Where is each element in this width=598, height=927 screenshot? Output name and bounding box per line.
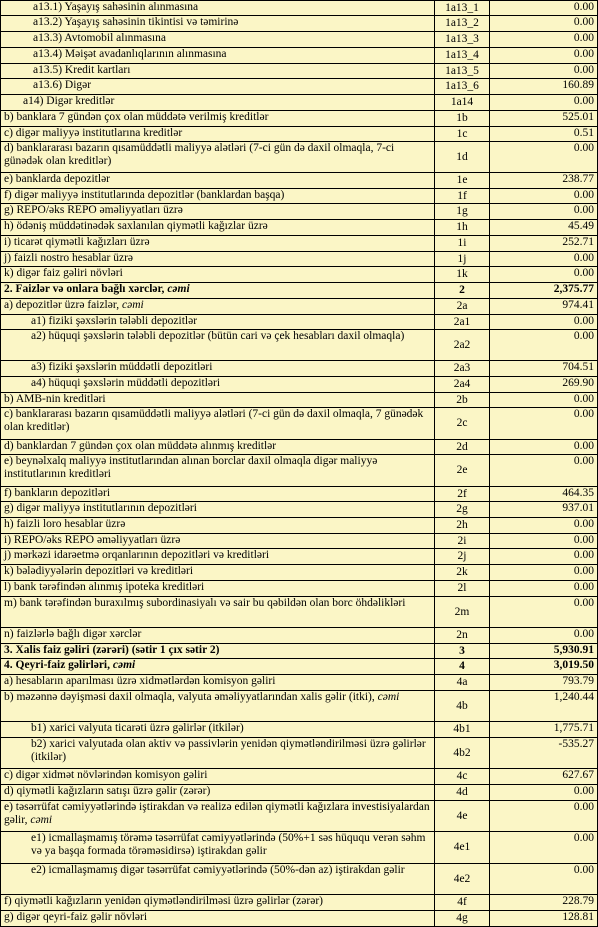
row-label-text: a13.1) Yaşayış sahəsinin alınmasına	[33, 1, 199, 13]
row-value: 3,019.50	[490, 659, 598, 675]
row-label-text: e) təsərrüfat cəmiyyətlərində iştirakdan və realizə edilən qiymətli kağızlara investisiyalardan gəlir,	[4, 801, 430, 826]
row-label	[1, 597, 435, 628]
row-value: 793.79	[490, 675, 598, 691]
table-row	[1, 832, 598, 864]
row-code: 4f	[435, 895, 490, 911]
row-label	[1, 377, 435, 393]
table-row	[1, 220, 598, 236]
row-label	[1, 142, 435, 173]
table-row	[1, 597, 598, 628]
row-code: 1a14	[435, 95, 490, 111]
row-value: 0.00	[490, 801, 598, 832]
row-label-text: c) digər maliyyə institutlarına kreditlər	[4, 127, 183, 139]
row-code: 1j	[435, 252, 490, 267]
row-code: 1a13_5	[435, 64, 490, 79]
row-value: 1,240.44	[490, 691, 598, 722]
row-label-text: d) qiymətli kağızların satışı üzrə gəlir (zərər)	[4, 785, 211, 797]
row-code: 2g	[435, 502, 490, 518]
row-code: 3	[435, 644, 490, 659]
row-label-text: a13.4) Məişət avadanlıqlarının alınmasına	[33, 48, 227, 60]
row-code: 1a13_3	[435, 32, 490, 48]
row-label-emphasis: cəmi	[377, 691, 400, 703]
row-label	[1, 581, 435, 597]
row-label-text: f) qiymətli kağızların yenidən qiymətləndirilməsi üzrə gəlirlər (zərər)	[4, 895, 323, 907]
row-code: 1a13_6	[435, 79, 490, 95]
row-value: 937.01	[490, 502, 598, 518]
table-row	[1, 455, 598, 487]
table-row	[1, 581, 598, 597]
row-label-text: 2. Faizlər və onlara bağlı xərclər,	[4, 283, 168, 295]
row-value: 0.00	[490, 330, 598, 361]
row-value: 269.90	[490, 377, 598, 393]
row-label-text: k) digər faiz gəliri növləri	[4, 267, 123, 279]
table-row	[1, 393, 598, 408]
row-code: 1g	[435, 204, 490, 220]
row-label	[1, 79, 435, 95]
table-row	[1, 204, 598, 220]
row-value: 0.00	[490, 48, 598, 64]
row-code: 2e	[435, 455, 490, 487]
row-label-text: b2) xarici valyutada olan aktiv və passivlərin yenidən qiymətləndirilməsi üzrə gəlirlər (itkilər)	[31, 738, 426, 763]
row-code: 2l	[435, 581, 490, 597]
row-code: 1h	[435, 220, 490, 236]
table-row	[1, 1, 598, 16]
row-value: 0.00	[490, 534, 598, 549]
row-code: 2i	[435, 534, 490, 549]
row-label	[1, 738, 435, 769]
row-code: 1a13_4	[435, 48, 490, 64]
row-code: 2f	[435, 487, 490, 502]
row-label	[1, 393, 435, 408]
row-label	[1, 330, 435, 361]
row-label-text: h) ödəniş müddətinədək saxlanılan qiymətli kağızlar üzrə	[4, 220, 268, 232]
row-label-text: i) ticarət qiymətli kağızları üzrə	[4, 236, 150, 248]
table-row	[1, 895, 598, 911]
row-code: 1k	[435, 267, 490, 283]
table-row	[1, 142, 598, 173]
row-code: 2a4	[435, 377, 490, 393]
row-value: 0.00	[490, 142, 598, 173]
row-code: 2m	[435, 597, 490, 628]
row-label-text: a4) hüquqi şəxslərin müddətli depozitləri	[31, 377, 221, 389]
table-row	[1, 911, 598, 927]
table-row	[1, 79, 598, 95]
row-label	[1, 801, 435, 832]
table-row	[1, 769, 598, 785]
row-label-text: a14) Digər kreditlər	[23, 95, 115, 107]
table-row	[1, 659, 598, 675]
row-code: 2a1	[435, 315, 490, 330]
row-label-text: c) banklararası bazarın qısamüddətli maliyyə alətləri (7-ci gün də daxil olmaqla, 7 günədək olan kreditlər)	[4, 408, 424, 433]
row-label-text: a2) hüquqi şəxslərin tələbli depozitlər (bütün cari və çek hesabları daxil olmaqla)	[31, 330, 405, 342]
row-label-text: b1) xarici valyuta ticarəti üzrə gəlirlər (itkilər)	[31, 722, 244, 734]
row-value: 0.00	[490, 204, 598, 220]
row-label-text: a1) fiziki şəxslərin tələbli depozitlər	[31, 315, 198, 327]
row-code: 4b2	[435, 738, 490, 769]
row-label-text: n) faizlərlə bağlı digər xərclər	[4, 628, 142, 640]
table-row	[1, 644, 598, 659]
table-row	[1, 189, 598, 204]
row-label	[1, 204, 435, 220]
row-label	[1, 111, 435, 127]
row-label	[1, 691, 435, 722]
row-value: 0.00	[490, 565, 598, 581]
table-row	[1, 315, 598, 330]
table-row	[1, 549, 598, 565]
row-label-text: f) bankların depozitləri	[4, 487, 111, 499]
row-code: 4	[435, 659, 490, 675]
row-label	[1, 832, 435, 864]
row-code: 2	[435, 283, 490, 299]
row-code: 1b	[435, 111, 490, 127]
row-label	[1, 644, 435, 659]
row-value: 0.00	[490, 189, 598, 204]
row-code: 2k	[435, 565, 490, 581]
row-value: 0.00	[490, 267, 598, 283]
row-label-text: b) AMB-nin kreditləri	[4, 393, 106, 405]
row-label	[1, 534, 435, 549]
row-value: 228.79	[490, 895, 598, 911]
row-code: 4e1	[435, 832, 490, 864]
table-row	[1, 801, 598, 832]
table-row	[1, 127, 598, 142]
row-label	[1, 236, 435, 252]
row-label	[1, 48, 435, 64]
row-code: 1d	[435, 142, 490, 173]
table-row	[1, 32, 598, 48]
row-code: 1a13_1	[435, 1, 490, 16]
row-label-text: e1) icmallaşmamış törəmə təsərrüfat cəmiyyətlərində (50%+1 səs hüququ verən səhm və ya başqa formada törəməsidirsə) iştirakdan gəlir	[31, 832, 426, 857]
row-label-text: h) faizli loro hesablar üzrə	[4, 518, 126, 530]
row-label-text: 4. Qeyri-faiz gəlirləri,	[4, 659, 113, 671]
row-code: 4d	[435, 785, 490, 801]
row-label-emphasis: cəmi	[30, 814, 53, 826]
row-code: 2d	[435, 440, 490, 455]
table-row	[1, 518, 598, 534]
row-label	[1, 127, 435, 142]
row-code: 4c	[435, 769, 490, 785]
row-label	[1, 502, 435, 518]
row-value: 0.00	[490, 864, 598, 895]
row-label-text: j) faizli nostro hesablar üzrə	[4, 252, 133, 264]
row-label-text: c) digər xidmət növlərindən komisyon gəliri	[4, 769, 208, 781]
row-code: 2a	[435, 299, 490, 315]
row-label-text: a3) fiziki şəxslərin müddətli depozitləri	[31, 361, 213, 373]
row-value: -535.27	[490, 738, 598, 769]
row-label	[1, 565, 435, 581]
row-label-text: i) REPO/əks REPO əməliyyatları üzrə	[4, 534, 181, 546]
row-label	[1, 518, 435, 534]
row-label-text: d) banklararası bazarın qısamüddətli maliyyə alətləri (7-ci gün də daxil olmaqla, 7-ci günədək olan kreditlər)	[4, 142, 395, 167]
row-value: 0.00	[490, 64, 598, 79]
row-code: 1a13_2	[435, 16, 490, 32]
row-value: 0.00	[490, 16, 598, 32]
row-value: 1,775.71	[490, 722, 598, 738]
row-label	[1, 299, 435, 315]
row-value: 0.00	[490, 549, 598, 565]
table-row	[1, 675, 598, 691]
row-code: 4a	[435, 675, 490, 691]
table-row	[1, 377, 598, 393]
row-label-text: b) banklara 7 gündən çox olan müddətə verilmiş kreditlər	[4, 111, 269, 123]
row-value: 0.00	[490, 95, 598, 111]
row-label-text: j) mərkəzi idarəetmə orqanlarının depozitləri və kreditləri	[4, 549, 270, 561]
row-label	[1, 487, 435, 502]
row-value: 0.00	[490, 252, 598, 267]
row-value: 0.00	[490, 1, 598, 16]
row-label	[1, 32, 435, 48]
table-row	[1, 864, 598, 895]
row-label	[1, 64, 435, 79]
row-code: 4e2	[435, 864, 490, 895]
row-code: 1c	[435, 127, 490, 142]
row-label	[1, 252, 435, 267]
row-code: 4e	[435, 801, 490, 832]
row-code: 1f	[435, 189, 490, 204]
table-row	[1, 785, 598, 801]
row-value: 974.41	[490, 299, 598, 315]
row-label	[1, 911, 435, 927]
row-label-text: a) hesabların aparılması üzrə xidmətlərdən komisyon gəliri	[4, 675, 276, 687]
table-row	[1, 95, 598, 111]
table-body	[1, 1, 598, 927]
row-label	[1, 267, 435, 283]
row-label-emphasis: cəmi	[167, 283, 190, 295]
table-row	[1, 534, 598, 549]
row-value: 0.00	[490, 32, 598, 48]
row-value: 0.00	[490, 408, 598, 440]
table-row	[1, 330, 598, 361]
row-label	[1, 549, 435, 565]
row-value: 627.67	[490, 769, 598, 785]
row-label	[1, 895, 435, 911]
table-row	[1, 361, 598, 377]
row-value: 0.00	[490, 628, 598, 644]
table-row	[1, 267, 598, 283]
row-value: 2,375.77	[490, 283, 598, 299]
row-label	[1, 315, 435, 330]
row-code: 2h	[435, 518, 490, 534]
row-label	[1, 283, 435, 299]
row-label-text: e) banklarda depozitlər	[4, 173, 110, 185]
row-label	[1, 95, 435, 111]
row-code: 2b	[435, 393, 490, 408]
row-code: 2a2	[435, 330, 490, 361]
row-code: 2a3	[435, 361, 490, 377]
row-label	[1, 16, 435, 32]
row-label-text: b) məzənnə dəyişməsi daxil olmaqla, valyuta əməliyyatlarından xalis gəlir (itki),	[4, 691, 378, 703]
row-label	[1, 408, 435, 440]
row-value: 525.01	[490, 111, 598, 127]
row-label-text: g) digər qeyri-faiz gəlir növləri	[4, 911, 148, 923]
row-label	[1, 1, 435, 16]
row-label	[1, 440, 435, 455]
row-code: 4b	[435, 691, 490, 722]
table-row	[1, 565, 598, 581]
row-label	[1, 864, 435, 895]
row-value: 0.00	[490, 832, 598, 864]
row-code: 2c	[435, 408, 490, 440]
row-value: 0.00	[490, 393, 598, 408]
row-label-text: e2) icmallaşmamış digər təsərrüfat cəmiyyətlərində (50%-dən az) iştirakdan gəlir	[31, 864, 405, 876]
row-code: 1e	[435, 173, 490, 189]
table-row	[1, 691, 598, 722]
table-row	[1, 111, 598, 127]
table-row	[1, 173, 598, 189]
row-label	[1, 628, 435, 644]
row-label-emphasis: cəmi	[121, 299, 144, 311]
row-value: 0.00	[490, 440, 598, 455]
row-value: 238.77	[490, 173, 598, 189]
table-row	[1, 722, 598, 738]
table-row	[1, 487, 598, 502]
row-value: 0.00	[490, 518, 598, 534]
row-label-text: f) digər maliyyə institutlarında depozitlər (banklardan başqa)	[4, 189, 285, 201]
row-label	[1, 722, 435, 738]
row-label	[1, 173, 435, 189]
row-label	[1, 659, 435, 675]
row-label-text: k) bələdiyyələrin depozitləri və kreditləri	[4, 565, 194, 577]
row-value: 160.89	[490, 79, 598, 95]
row-value: 252.71	[490, 236, 598, 252]
row-label-text: a13.3) Avtomobil alınmasına	[33, 32, 166, 44]
row-label	[1, 361, 435, 377]
row-label-emphasis: cəmi	[112, 659, 136, 671]
row-label-text: l) bank tərəfindən alınmış ipoteka kreditləri	[4, 581, 205, 593]
row-label-text: g) REPO/əks REPO əməliyyatları üzrə	[4, 204, 183, 216]
table-row	[1, 48, 598, 64]
row-value: 704.51	[490, 361, 598, 377]
table-row	[1, 283, 598, 299]
table-row	[1, 738, 598, 769]
row-value: 0.00	[490, 315, 598, 330]
row-label-text: a) depozitlər üzrə faizlər,	[4, 299, 122, 311]
row-label	[1, 220, 435, 236]
table-row	[1, 628, 598, 644]
table-row	[1, 64, 598, 79]
row-label-text: e) beynəlxalq maliyyə institutlarından alınan borclar daxil olmaqla digər maliyyə institutlarının kreditləri	[4, 455, 378, 480]
row-value: 128.81	[490, 911, 598, 927]
row-value: 0.00	[490, 785, 598, 801]
table-row	[1, 299, 598, 315]
table-row	[1, 16, 598, 32]
row-value: 464.35	[490, 487, 598, 502]
row-value: 5,930.91	[490, 644, 598, 659]
table-row	[1, 440, 598, 455]
row-value: 0.00	[490, 455, 598, 487]
row-label-text: 3. Xalis faiz gəliri (zərəri) (sətir 1 çıx sətir 2)	[4, 644, 220, 656]
row-label	[1, 785, 435, 801]
table-row	[1, 408, 598, 440]
table-row	[1, 502, 598, 518]
table-row	[1, 252, 598, 267]
row-code: 4b1	[435, 722, 490, 738]
row-value: 0.00	[490, 597, 598, 628]
row-value: 45.49	[490, 220, 598, 236]
row-label	[1, 675, 435, 691]
row-value: 0.51	[490, 127, 598, 142]
table-row	[1, 236, 598, 252]
row-label-text: g) digər maliyyə institutlarının depozitləri	[4, 502, 197, 514]
row-code: 4g	[435, 911, 490, 927]
row-label-text: a13.2) Yaşayış sahəsinin tikintisi və təmirinə	[33, 16, 239, 28]
row-label-text: m) bank tərəfindən buraxılmış subordinasiyalı və sair bu qəbildən olan borc öhdəlikləri	[4, 597, 406, 609]
row-code: 1i	[435, 236, 490, 252]
row-label	[1, 769, 435, 785]
row-label-text: d) banklardan 7 gündən çox olan müddətə alınmış kreditlər	[4, 440, 277, 452]
row-value: 0.00	[490, 581, 598, 597]
row-code: 2n	[435, 628, 490, 644]
row-label	[1, 455, 435, 487]
row-label-text: a13.6) Digər	[33, 79, 92, 91]
row-code: 2j	[435, 549, 490, 565]
row-label	[1, 189, 435, 204]
row-label-text: a13.5) Kredit kartları	[33, 64, 131, 76]
